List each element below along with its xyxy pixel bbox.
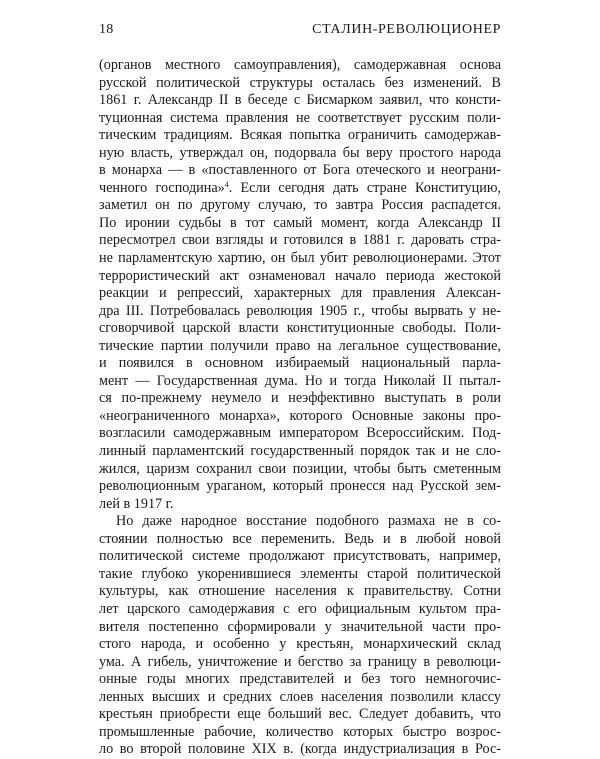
text-line: промышленные рабочие, количество которых быстро возрос- bbox=[99, 723, 501, 740]
paragraph-2 bbox=[99, 513, 501, 759]
running-title: СТАЛИН-РЕВОЛЮЦИОНЕР bbox=[312, 22, 501, 37]
text-line: стоянии полностью все переменить. Ведь и в любой новой bbox=[99, 530, 501, 547]
text-line: заметил он по другому случаю, то завтра Россия распадется. bbox=[99, 197, 501, 214]
text-line: вителя постепенно сформировали у значительной части про- bbox=[99, 618, 501, 635]
text-line: ную власть, утверждал он, подорвала бы веру простого народа bbox=[99, 144, 501, 161]
text-line: туционная система правления не соответствует русским поли- bbox=[99, 109, 501, 126]
text-line: По иронии судьбы в тот самый момент, когда Александр II bbox=[99, 214, 501, 231]
text-line: онные годы многих представителей и без того немногочис- bbox=[99, 671, 501, 688]
text-line: лет царского самодержавия с его официальным культом пра- bbox=[99, 600, 501, 617]
text-line: ленных высших и средних слоев населения позволили классу bbox=[99, 688, 501, 705]
text-line-with-footnote bbox=[99, 180, 501, 198]
body-text bbox=[99, 57, 501, 759]
text-fragment: . Если сегодня дать стране Конституцию, bbox=[228, 179, 501, 196]
paragraph-1 bbox=[99, 57, 501, 513]
footnote-reference: 4 bbox=[224, 179, 229, 189]
text-line: жился, царизм сохранил свои позиции, чтобы быть сметенным bbox=[99, 460, 501, 477]
text-line: ло во второй половине XIX в. (когда индустриализация в Рос- bbox=[99, 741, 501, 758]
text-line: мент — Государственная дума. Но и тогда Николай II пытал- bbox=[99, 372, 501, 389]
text-line: сговорчивой царской власти конституционные свободы. Поли- bbox=[99, 320, 501, 337]
text-line: не парламентскую хартию, он был убит революционерами. Этот bbox=[99, 250, 501, 267]
text-line: крестьян приобрести еще больший вес. Следует добавить, что bbox=[99, 706, 501, 723]
text-line: ума. А гибель, уничтожение и бегство за границу в революци- bbox=[99, 653, 501, 670]
text-line: тические партии получили право на легальное существование, bbox=[99, 337, 501, 354]
text-line: (органов местного самоуправления), самодержавная основа bbox=[99, 57, 501, 73]
text-line: ся по-прежнему неумело и неэффективно выступать в роли bbox=[99, 390, 501, 407]
text-line: политической системе продолжают присутствовать, например, bbox=[99, 548, 501, 565]
text-line: пересмотрел свои взгляды и готовился в 1881 г. даровать стра- bbox=[99, 232, 501, 249]
text-line-first: Но даже народное восстание подобного размаха не в со- bbox=[116, 513, 501, 530]
text-line: дра III. Потребовалась революция 1905 г., чтобы вырвать у не- bbox=[99, 302, 501, 319]
text-line: русской политической структуры осталась без изменений. В bbox=[99, 74, 501, 91]
text-line: культуры, как отношение населения к правительству. Сотни bbox=[99, 583, 501, 600]
text-line: реакции и репрессий, характерных для правления Алексан- bbox=[99, 285, 501, 302]
text-line: и появился в основном избираемый национальный парла- bbox=[99, 355, 501, 372]
text-line: возгласили самодержавным императором Всероссийским. Под- bbox=[99, 425, 501, 442]
text-line: стого народа, и особенно у крестьян, монархический склад bbox=[99, 636, 501, 653]
text-line: линный парламентский государственный порядок так и не сло- bbox=[99, 443, 501, 460]
text-line-last: лей в 1917 г. bbox=[99, 495, 174, 512]
text-line: террористический акт ознаменовал начало периода жестокой bbox=[99, 267, 501, 284]
text-line: 1861 г. Александр II в беседе с Бисмарком заявил, что консти- bbox=[99, 92, 501, 109]
text-line: такие глубоко укоренившиеся элементы старой политической bbox=[99, 565, 501, 582]
text-line: «неограниченного монарха», которого Основные законы про- bbox=[99, 407, 501, 424]
page-number: 18 bbox=[99, 22, 114, 37]
text-line: в монарха — в «поставленного от Бога отеческого и неограни- bbox=[99, 162, 501, 179]
text-line: революционным ураганом, который пронесся над Русской зем- bbox=[99, 478, 501, 495]
text-fragment: ченного господина» bbox=[99, 179, 225, 196]
text-line: тическим традициям. Всякая попытка ограничить самодержав- bbox=[99, 127, 501, 144]
running-head bbox=[99, 22, 501, 46]
